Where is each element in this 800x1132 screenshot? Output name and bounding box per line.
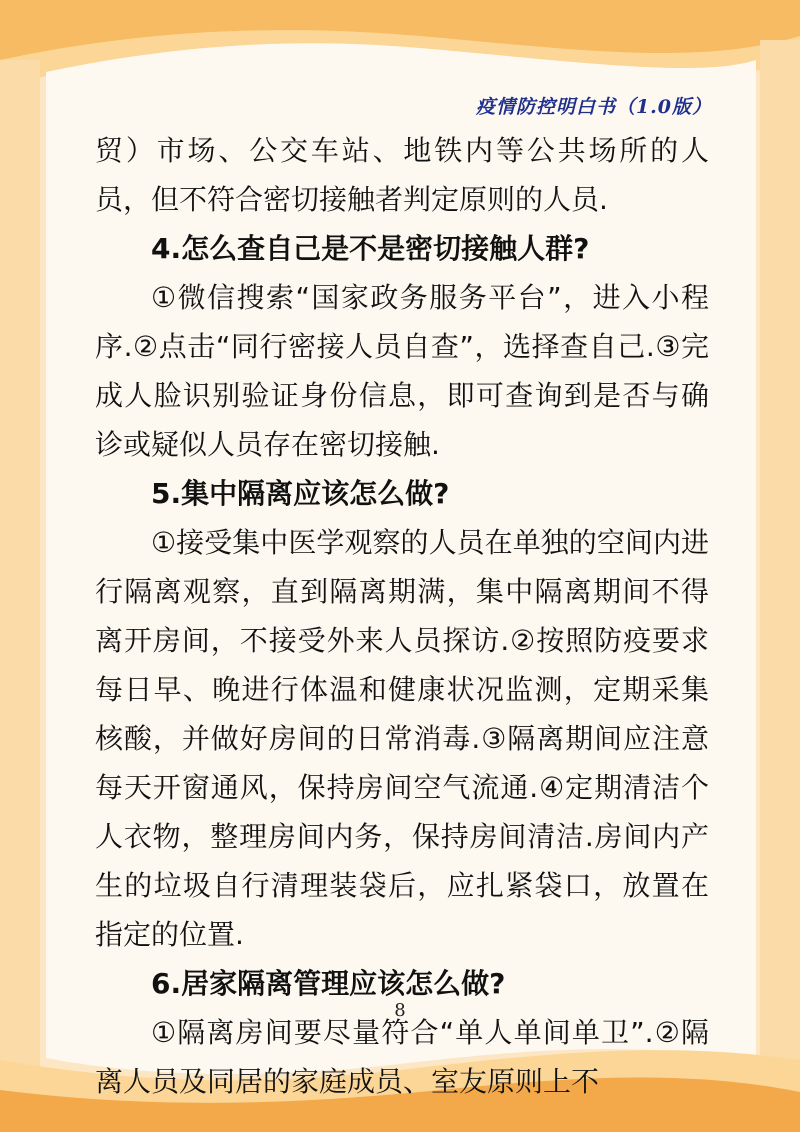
running-header-title: 疫情防控明白书（1.0版） (475, 96, 712, 118)
section-4-paragraph: ①微信搜索“国家政务服务平台”，进入小程序.②点击“同行密接人员自查”，选择查自己.③完成人脸识别验证身份信息，即可查询到是否与确诊或疑似人员存在密切接触. (95, 281, 709, 461)
section-4-heading: 4.怎么查自己是不是密切接触人群? (151, 232, 590, 265)
section-6-paragraph: ①隔离房间要尽量符合“单人单间单卫”.②隔离人员及同居的家庭成员、室友原则上不 (95, 1016, 709, 1098)
section-5-paragraph: ①接受集中医学观察的人员在单独的空间内进行隔离观察，直到隔离期满，集中隔离期间不得离开房间，不接受外来人员探访.②按照防疫要求每日早、晚进行体温和健康状况监测，定期采集核酸，并做好房间的日常消毒.③隔离期间应注意每天开窗通风，保持房间空气流通.④定期清洁个人衣物，整理房间内务，保持房间清洁.房间内产生的垃圾自行清理装袋后，应扎紧袋口，放置在指定的位置. (95, 526, 709, 951)
section-6-heading: 6.居家隔离管理应该怎么做? (151, 967, 506, 1000)
page-number: 8 (394, 1000, 406, 1021)
body-text (95, 126, 709, 1106)
section-5-heading: 5.集中隔离应该怎么做? (151, 477, 450, 510)
intro-paragraph: 贸）市场、公交车站、地铁内等公共场所的人员，但不符合密切接触者判定原则的人员. (95, 134, 709, 216)
